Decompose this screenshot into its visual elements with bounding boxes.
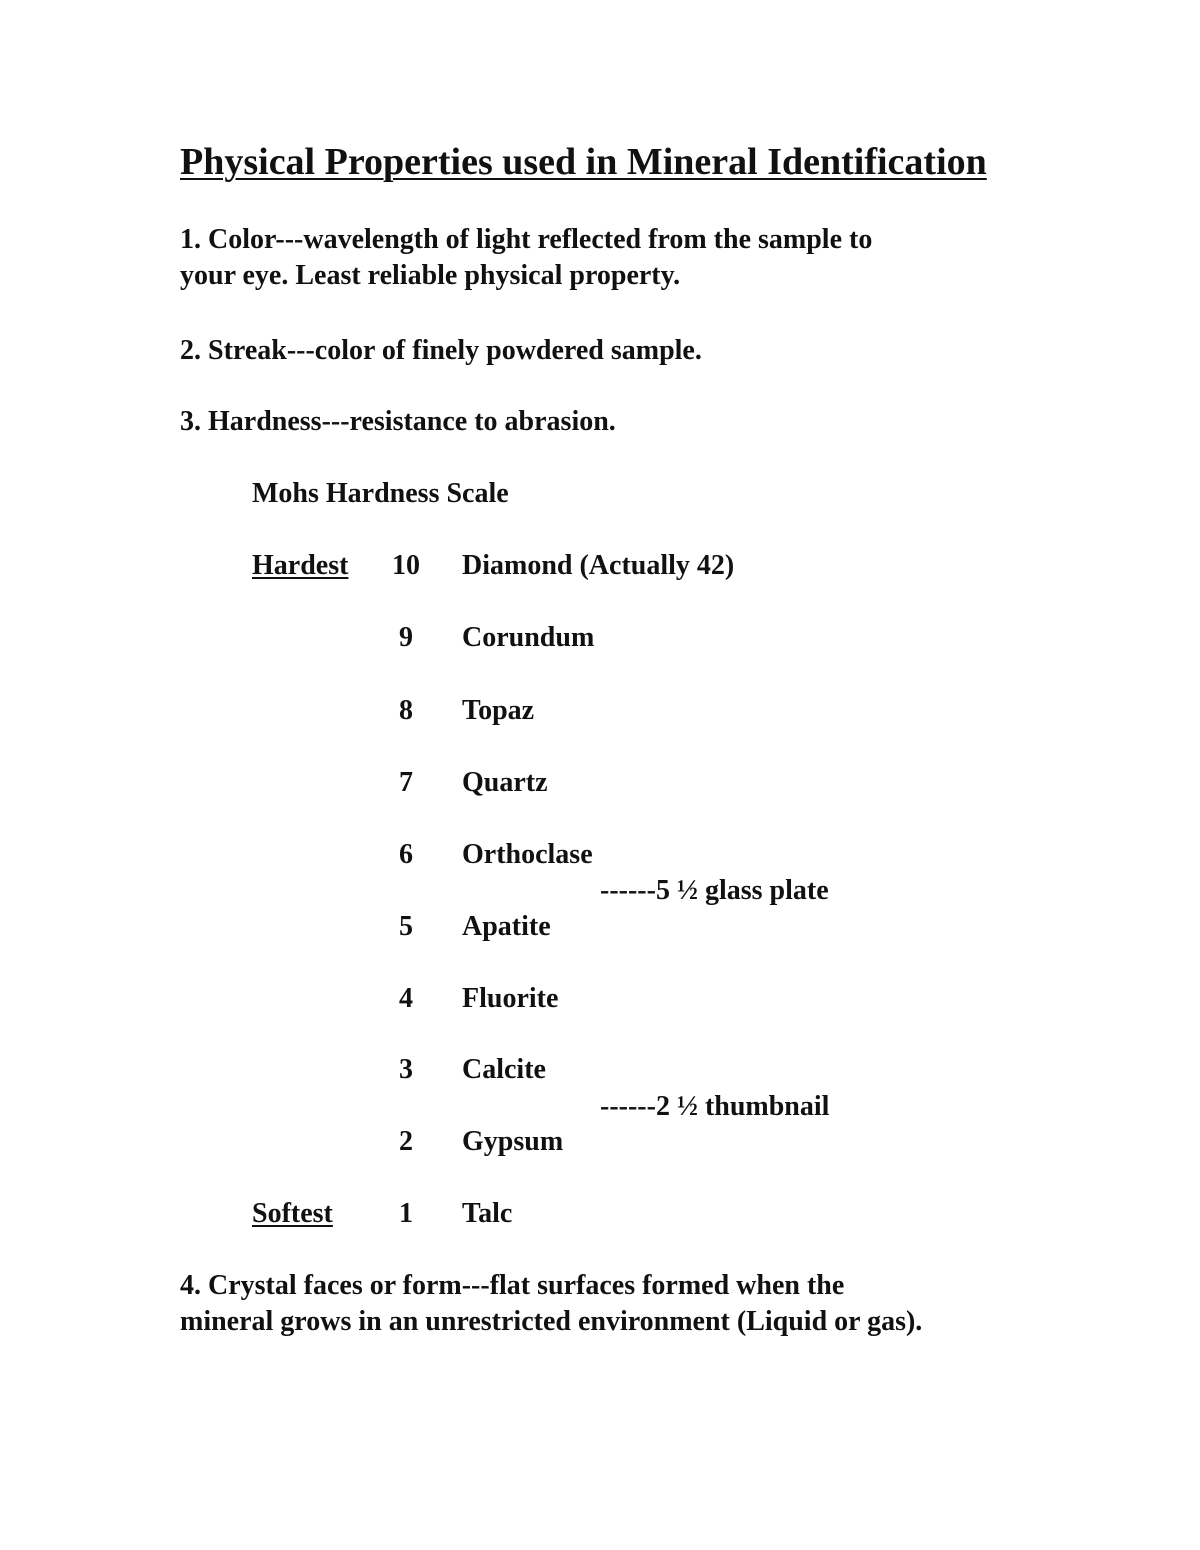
- mohs-row: [0, 548, 1200, 584]
- hardness-number: 1: [399, 1198, 413, 1229]
- mineral-name: Diamond (Actually 42): [462, 550, 735, 581]
- mohs-row: [0, 620, 1200, 656]
- thumbnail-reference: ------2 ½ thumbnail: [600, 1091, 830, 1122]
- property-item-streak: [180, 333, 1040, 369]
- mineral-name: Orthoclase: [462, 839, 593, 870]
- hardness-number: 4: [399, 983, 413, 1014]
- scale-end-label: Softest: [252, 1198, 333, 1229]
- hardness-number: 3: [399, 1054, 413, 1085]
- mohs-row: [0, 909, 1200, 945]
- hardness-number: 8: [399, 695, 413, 726]
- mineral-name: Talc: [462, 1198, 513, 1229]
- item-line: your eye. Least reliable physical property.: [180, 260, 681, 291]
- item-line: 3. Hardness---resistance to abrasion.: [180, 406, 616, 437]
- glass-plate-reference: ------5 ½ glass plate: [600, 875, 829, 906]
- hardness-number: 6: [399, 839, 413, 870]
- hardness-number: 9: [399, 622, 413, 653]
- mohs-row: [0, 765, 1200, 801]
- item-line: mineral grows in an unrestricted environment (Liquid or gas).: [180, 1306, 923, 1337]
- mineral-name: Quartz: [462, 767, 548, 798]
- mineral-name: Topaz: [462, 695, 535, 726]
- hardness-number: 10: [392, 550, 420, 581]
- item-line: 4. Crystal faces or form---flat surfaces formed when the: [180, 1270, 845, 1301]
- mohs-row: [0, 693, 1200, 729]
- hardness-number: 7: [399, 767, 413, 798]
- mohs-row: [0, 981, 1200, 1017]
- mohs-row: [0, 1124, 1200, 1160]
- mohs-row: [0, 1052, 1200, 1088]
- mineral-name: Fluorite: [462, 983, 559, 1014]
- item-line: 1. Color---wavelength of light reflected from the sample to: [180, 224, 873, 255]
- mineral-name: Apatite: [462, 911, 551, 942]
- hardness-number: 2: [399, 1126, 413, 1157]
- scale-end-label: Hardest: [252, 550, 349, 581]
- property-item-crystal-form: [180, 1268, 1040, 1340]
- mineral-name: Gypsum: [462, 1126, 564, 1157]
- mineral-name: Calcite: [462, 1054, 546, 1085]
- mineral-name: Corundum: [462, 622, 595, 653]
- item-line: 2. Streak---color of finely powdered sample.: [180, 335, 702, 366]
- mohs-scale-title: Mohs Hardness Scale: [252, 478, 509, 509]
- property-item-hardness: [180, 404, 1040, 440]
- document-title: Physical Properties used in Mineral Identification: [180, 141, 987, 183]
- hardness-number: 5: [399, 911, 413, 942]
- mohs-row: [0, 1196, 1200, 1232]
- mohs-row: [0, 837, 1200, 873]
- property-item-color: [180, 222, 1040, 294]
